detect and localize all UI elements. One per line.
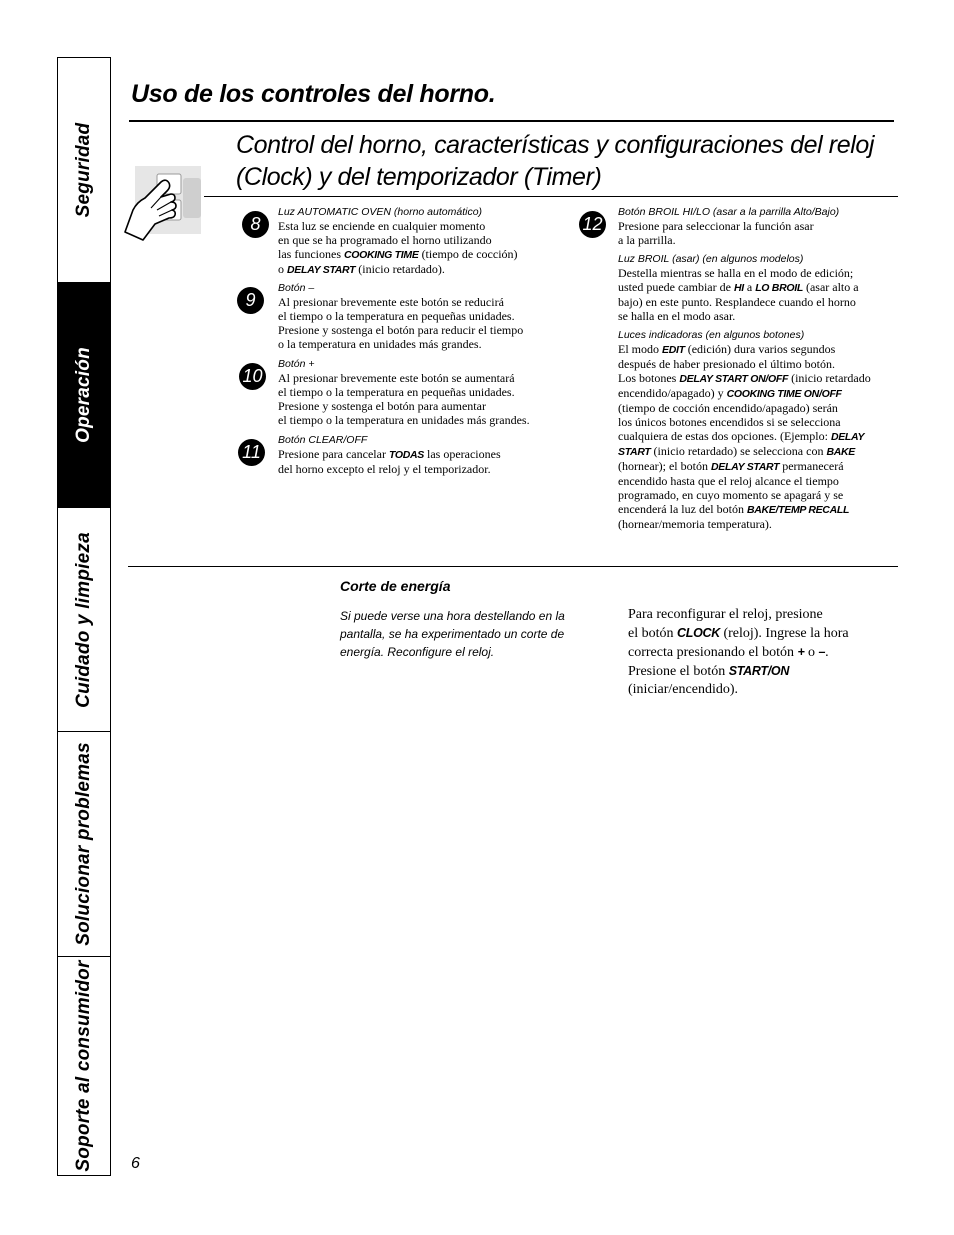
sub-body-indicator-lights: El modo EDIT (edición) dura varios segundos después de haber presionado el último botón. Los botones DELAY START ON/OFF (inicio retardado encendido/apagado) y COOKING TIME ON/OFF (tiempo de cocción encendido/apagado) serán los únicos botones encendidos si se selecciona cualquiera de estas dos opciones. (Ejemplo: DELAY START (inicio retardado) se selecciona con BAKE (hornear); el botón DELAY START permanecerá encendido hasta que el reloj alcance el tiempo programado, en cuyo momento se apagará y se encenderá la luz del botón BAKE/TEMP RECALL (hornear/memoria temperatura). (618, 342, 871, 531)
item-automatic-oven-light (278, 205, 568, 277)
power-outage-title: Corte de energía (340, 578, 451, 594)
page-title: Uso de los controles del horno. (131, 80, 496, 108)
item-number-badge: 12 (579, 211, 606, 238)
item-broil-hi-lo-button (618, 205, 893, 531)
item-number-badge: 11 (238, 439, 265, 466)
item-number-badge: 9 (237, 287, 264, 314)
item-title: Botón – (278, 282, 315, 294)
section-tabs (57, 57, 111, 1176)
item-title: Luz AUTOMATIC OVEN (horno automático) (278, 206, 483, 218)
tab-label: Solucionar problemas (73, 742, 94, 946)
tab-solucionar-problemas[interactable] (58, 732, 110, 957)
sub-title-indicator-lights: Luces indicadoras (en algunos botones) (618, 329, 805, 341)
section-heading: Control del horno, características y configuraciones del reloj (Clock) y del temporizador (Timer) (236, 131, 875, 191)
item-body: Presione para cancelar TODAS las operaciones del horno excepto el reloj y el temporizador. (278, 447, 501, 476)
hand-pointer-icon (121, 164, 205, 242)
item-body: Esta luz se enciende en cualquier momento en que se ha programado el horno utilizando las funciones COOKING TIME (tiempo de cocción) o DELAY START (inicio retardado). (278, 219, 518, 276)
tab-label: Seguridad (73, 122, 94, 218)
tab-soporte-al-consumidor[interactable] (58, 957, 110, 1175)
item-title: Botón CLEAR/OFF (278, 434, 368, 446)
sub-title-broil-light: Luz BROIL (asar) (en algunos modelos) (618, 253, 804, 265)
item-number-badge: 8 (242, 211, 269, 238)
page-number: 6 (131, 1155, 140, 1172)
item-clear-off-button (278, 433, 568, 476)
item-body: Al presionar brevemente este botón se reducirá el tiempo o la temperatura en pequeñas unidades. Presione y sostenga el botón para reducir el tiempo o la temperatura en unidades más grandes. (278, 295, 524, 351)
section-divider (128, 566, 898, 567)
tab-cuidado-y-limpieza[interactable] (58, 508, 110, 732)
item-minus-button (278, 281, 568, 351)
tab-label: Cuidado y limpieza (73, 531, 94, 708)
power-outage-note: Si puede verse una hora destellando en la pantalla, se ha experimentado un corte de energía. Reconfigure el reloj. (340, 609, 565, 659)
tab-seguridad[interactable] (58, 58, 110, 283)
item-plus-button (278, 357, 578, 427)
item-body: Al presionar brevemente este botón se aumentará el tiempo o la temperatura en pequeñas unidades. Presione y sostenga el botón para aumentar el tiempo o la temperatura en unidades más grandes. (278, 371, 530, 427)
tab-label: Operación (73, 347, 94, 443)
item-number-badge: 10 (239, 363, 266, 390)
item-title: Botón + (278, 358, 315, 370)
tab-operacion[interactable] (58, 283, 110, 508)
power-outage-instructions: Para reconfigurar el reloj, presione el botón CLOCK (reloj). Ingrese la hora correcta presionando el botón + o –. Presione el botón START/ON (iniciar/encendido). (628, 607, 849, 697)
item-body: Presione para seleccionar la función asar a la parrilla. (618, 219, 814, 247)
sub-body-broil-light: Destella mientras se halla en el modo de edición; usted puede cambiar de HI a LO BROIL (asar alto a bajo) en este punto. Resplandece cuando el horno se halla en el modo asar. (618, 266, 859, 323)
item-title: Botón BROIL HI/LO (asar a la parrilla Alto/Bajo) (618, 206, 840, 218)
section-divider (204, 196, 898, 197)
title-divider (129, 120, 894, 122)
tab-label: Soporte al consumidor (73, 960, 94, 1172)
